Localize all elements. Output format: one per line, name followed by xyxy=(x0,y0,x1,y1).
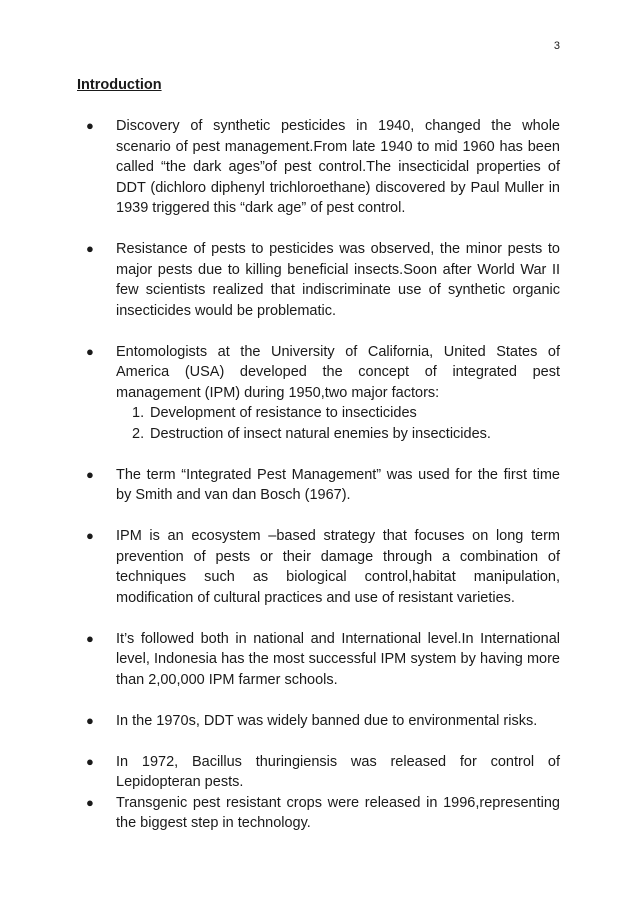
section-heading: Introduction xyxy=(77,77,162,93)
bullet-text: Discovery of synthetic pesticides in 1940, changed the whole scenario of pest management.From late 1940 to mid 1960 has been called “the dark ages”of pest control.The insecticidal properties of DDT (dichloro diphenyl trichloroethane) discovered by Paul Muller in 1939 triggered this “dark age” of pest control. xyxy=(116,118,560,216)
item-text: Destruction of insect natural enemies by insecticides. xyxy=(150,425,491,442)
bullet-list xyxy=(0,116,638,834)
bullet-item xyxy=(86,711,560,732)
bullet-icon: ● xyxy=(86,343,94,359)
numbered-item xyxy=(132,424,560,445)
bullet-text: Entomologists at the University of California, United States of America (USA) developed the concept of integrated pest management (IPM) during 1950,two major factors: xyxy=(116,343,560,401)
bullet-icon: ● xyxy=(86,712,94,728)
bullet-icon: ● xyxy=(86,528,94,543)
item-number: 2. xyxy=(132,425,145,442)
bullet-icon: ● xyxy=(86,466,94,482)
bullet-item xyxy=(86,793,560,834)
bullet-text: In 1972, Bacillus thuringiensis was released for control of Lepidopteran pests. xyxy=(116,753,560,790)
page-number: 3 xyxy=(553,40,560,52)
bullet-item xyxy=(86,239,560,321)
bullet-item xyxy=(86,752,560,793)
bullet-text: In the 1970s, DDT was widely banned due to environmental risks. xyxy=(116,712,538,729)
bullet-text: It’s followed both in national and International level.In International level, Indonesia has the most successful IPM system by having more than 2,00,000 IPM farmer schools. xyxy=(116,630,560,688)
bullet-icon: ● xyxy=(86,753,94,769)
bullet-item xyxy=(86,629,560,691)
bullet-text: The term “Integrated Pest Management” was used for the first time by Smith and van dan Bosch (1967). xyxy=(116,466,560,503)
bullet-icon: ● xyxy=(86,241,94,256)
bullet-item xyxy=(86,342,560,445)
bullet-text: Resistance of pests to pesticides was observed, the minor pests to major pests due to killing beneficial insects.Soon after World War II few scientists realized that indiscriminate use of synthetic organic insecticides would be problematic. xyxy=(116,241,560,319)
numbered-item xyxy=(132,403,560,424)
item-text: Development of resistance to insecticides xyxy=(150,405,417,421)
bullet-icon: ● xyxy=(86,118,94,133)
ipm-factors-list xyxy=(116,403,560,444)
bullet-item xyxy=(86,465,560,506)
bullet-item xyxy=(86,116,560,219)
bullet-icon: ● xyxy=(86,630,94,646)
bullet-text: IPM is an ecosystem –based strategy that focuses on long term prevention of pests or their damage through a combination of techniques such as biological control,habitat manipulation, modification of cultural practices and use of resistant varieties. xyxy=(116,528,560,606)
bullet-icon: ● xyxy=(86,794,94,810)
item-number: 1. xyxy=(132,405,145,421)
bullet-text: Transgenic pest resistant crops were released in 1996,representing the biggest step in technology. xyxy=(116,794,560,831)
bullet-item xyxy=(86,526,560,608)
